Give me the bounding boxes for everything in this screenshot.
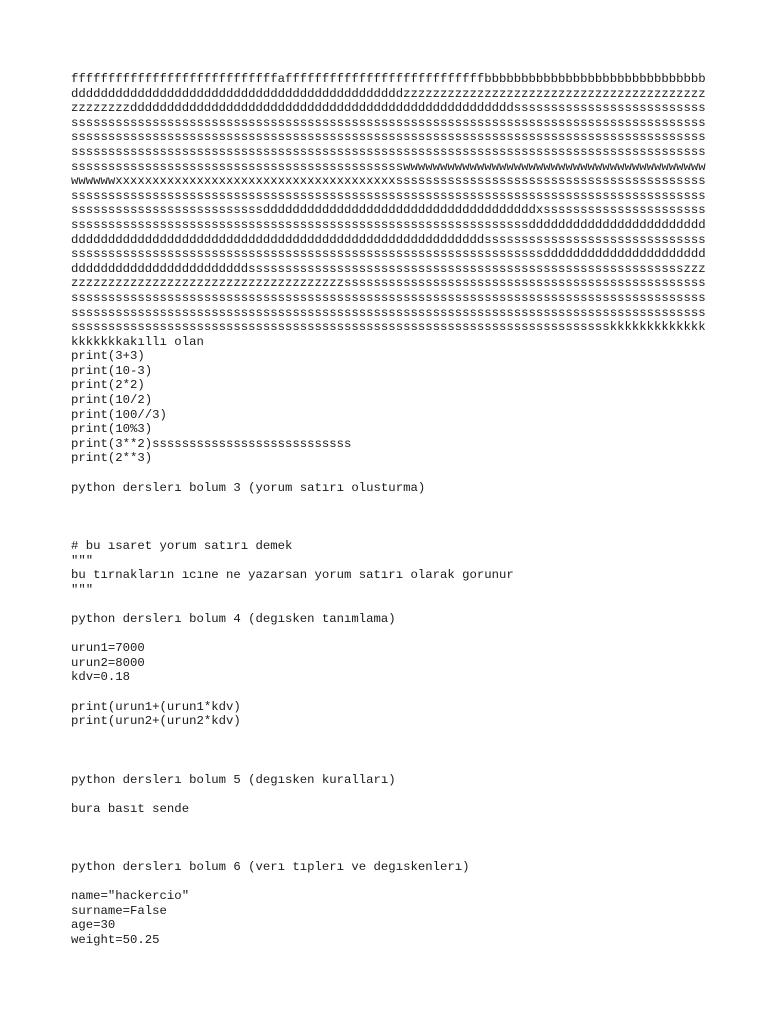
section-note: bura basıt sende bbox=[71, 801, 190, 816]
spacer bbox=[71, 875, 711, 890]
code-line: bu tırnakların ıcıne ne yazarsan yorum satırı olarak gorunur bbox=[71, 568, 514, 583]
variable-definitions bbox=[71, 641, 711, 685]
code-line: print(10-3) bbox=[71, 363, 153, 378]
section-heading-3: python derslerı bolum 3 (yorum satırı olusturma) bbox=[71, 480, 426, 495]
code-line: print(10%3) bbox=[71, 422, 153, 437]
section-heading-5: python derslerı bolum 5 (degısken kuralları) bbox=[71, 772, 396, 787]
code-line: print(2*2) bbox=[71, 378, 145, 393]
code-line: print(3**2)sssssssssssssssssssssssssss bbox=[71, 436, 352, 451]
print-examples bbox=[71, 349, 711, 466]
data-type-variables bbox=[71, 889, 711, 947]
code-line: name="hackercio" bbox=[71, 889, 190, 904]
document-page bbox=[71, 72, 711, 948]
spacer bbox=[71, 729, 711, 773]
comment-example bbox=[71, 539, 711, 597]
code-line: age=30 bbox=[71, 918, 116, 933]
code-line: """ bbox=[71, 582, 94, 597]
spacer bbox=[71, 627, 711, 642]
code-line: # bu ısaret yorum satırı demek bbox=[71, 539, 293, 554]
code-line: print(urun1+(urun1*kdv) bbox=[71, 699, 241, 714]
code-line: print(3+3) bbox=[71, 349, 145, 364]
code-line: urun1=7000 bbox=[71, 641, 145, 656]
spacer bbox=[71, 597, 711, 612]
spacer bbox=[71, 685, 711, 700]
code-line: print(10/2) bbox=[71, 393, 153, 408]
section-heading-4: python derslerı bolum 4 (degısken tanımlama) bbox=[71, 611, 396, 626]
spacer bbox=[71, 787, 711, 802]
code-line: weight=50.25 bbox=[71, 933, 160, 948]
code-line: print(2**3) bbox=[71, 451, 153, 466]
code-line: kdv=0.18 bbox=[71, 670, 131, 685]
section-heading-6: python derslerı bolum 6 (verı tıplerı ve degıskenlerı) bbox=[71, 860, 470, 875]
code-line: surname=False bbox=[71, 903, 167, 918]
spacer bbox=[71, 495, 711, 539]
spacer bbox=[71, 466, 711, 481]
spacer bbox=[71, 816, 711, 860]
variable-prints bbox=[71, 700, 711, 729]
code-line: """ bbox=[71, 553, 94, 568]
code-line: urun2=8000 bbox=[71, 655, 145, 670]
code-line: print(urun2+(urun2*kdv) bbox=[71, 714, 241, 729]
code-line: print(100//3) bbox=[71, 407, 167, 422]
letter-sequence-paragraph: ffffffffffffffffffffffffffffafffffffffffffffffffffffffffbbbbbbbbbbbbbbbbbbbbbbbbbbbbbbdddddddddddddddddddddddddddddddddddddddddddddzzzzzzzzzzzzzzzzzzzzzzzzzzzzzzzzzzzzzzzzzzzzzzzzzddddddddddddddddddddddddddddddddddddddddddddddddddddssssssssssssssssssssssssssssssssssssssssssssssssssssssssssssssssssssssssssssssssssssssssssssssssssssssssssssssssssssssssssssssssssssssssssssssssssssssssssssssssssssssssssssssssssssssssssssssssssssssssssssssssssssssssssssssssssssssssssssssssssssssssssssssssssssssssssssssssssssssssssssssssssssssssssssssssssssssssssssssssssssssssswwwwwwwwwwwwwwwwwwwwwwwwwwwwwwwwwwwwwwwwwwwwwwwxxxxxxxxxxxxxxxxxxxxxxxxxxxxxxxxxxxxxxssssssssssssssssssssssssssssssssssssssssssssssssssssssssssssssssssssssssssssssssssssssssssssssssssssssssssssssssssssssssssssssssssssssssssssssssssssssssssdddddddddddddddddddddddddddddddddddddxssssssssssssssssssssssssssssssssssssssssssssssssssssssssssssssssssssssssssssssssssssddddddddddddddddddddddddddddddddddddddddddddddddddddddddddddddddddddddddddddddddssssssssssssssssssssssssssssssssssssssssssssssssssssssssssssssssssssssssssssssssssssssssssssssddddddddddddddddddddddddddddddddddddddddddddddssssssssssssssssssssssssssssssssssssssssssssssssssssssssssszzzzzzzzzzzzzzzzzzzzzzzzzzzzzzzzzzzzzzzzsssssssssssssssssssssssssssssssssssssssssssssssssssssssssssssssssssssssssssssssssssssssssssssssssssssssssssssssssssssssssssssssssssssssssssssssssssssssssssssssssssssssssssssssssssssssssssssssssssssssssssssssssssssssssssssssssssssssssssssssssssssssssssssssssssssssssssssssssssssssssssssssssssssskkkkkkkkkkkkkkkkkkkkakıllı olan bbox=[71, 72, 706, 349]
